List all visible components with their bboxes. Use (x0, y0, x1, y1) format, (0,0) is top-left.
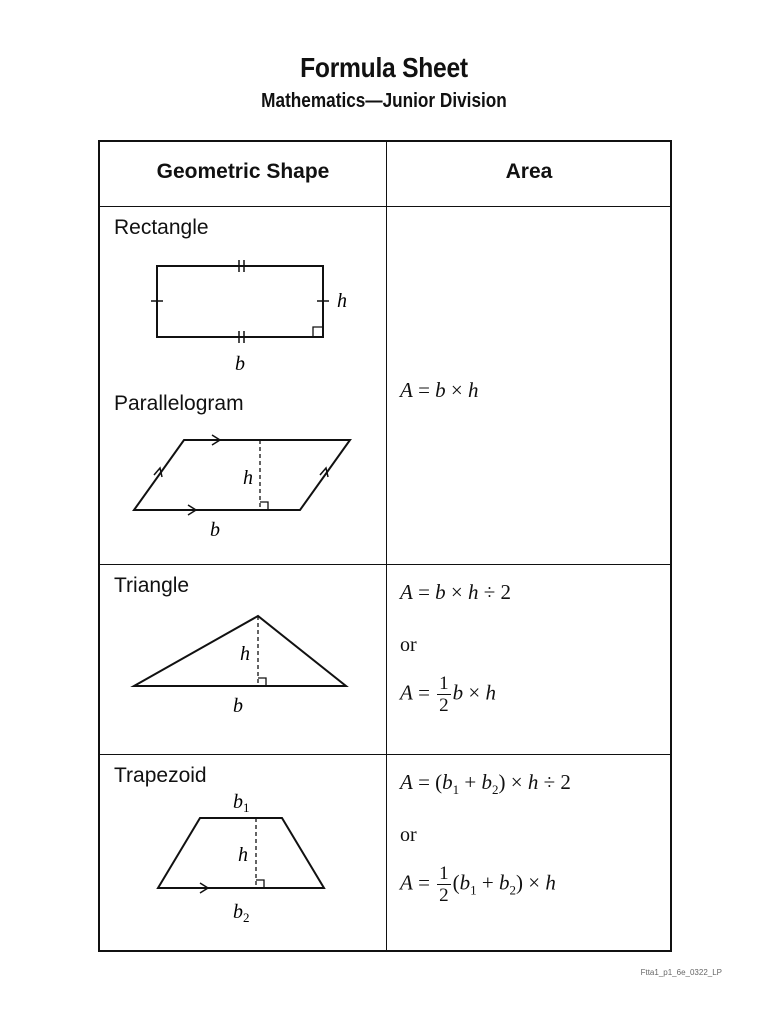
rectangle-base-label: b (235, 353, 245, 375)
parallelogram-height-label: h (243, 467, 253, 489)
formula-symbol: b (499, 870, 510, 895)
formula-symbol: h (545, 870, 556, 895)
page-title: Formula Sheet (300, 52, 468, 83)
row-divider-2 (100, 754, 670, 755)
header-geometric-shape: Geometric Shape (156, 160, 330, 183)
formula-symbol: 2 (500, 580, 512, 604)
column-divider (386, 142, 387, 950)
formula-symbol: b (442, 770, 453, 794)
formula-symbol: ) (516, 870, 524, 895)
trapezoid-b2-letter: b (233, 901, 243, 923)
fraction-numerator: 1 (439, 673, 449, 694)
formula-symbol: ÷ (543, 770, 556, 794)
triangle-height-label: h (240, 643, 250, 665)
fraction-numerator: 1 (439, 863, 449, 884)
fraction-denominator: 2 (439, 695, 449, 716)
formula-symbol: × (528, 870, 541, 895)
formula-symbol: ) (498, 770, 506, 794)
footer-code: Ftta1_p1_6e_0322_LP (640, 968, 722, 977)
formula-symbol: × (450, 580, 463, 604)
formula-symbol: = (418, 680, 430, 705)
formula-triangle-1 (400, 580, 511, 605)
formula-symbol: h (468, 378, 479, 402)
formula-symbol: A (400, 580, 413, 604)
formula-symbol: ( (452, 870, 460, 895)
shape-name-parallelogram: Parallelogram (114, 392, 244, 415)
formula-subscript: 1 (470, 882, 477, 898)
formula-subscript: 1 (452, 782, 460, 798)
parallelogram-diagram (120, 432, 360, 544)
fraction-denominator: 2 (439, 885, 449, 906)
rectangle-diagram (140, 254, 370, 378)
rectangle-height-label: h (337, 290, 347, 312)
shape-name-triangle: Triangle (114, 574, 190, 597)
row-divider-1 (100, 564, 670, 565)
formula-symbol: × (450, 378, 463, 402)
shape-name-trapezoid: Trapezoid (114, 764, 207, 787)
formula-symbol: h (468, 580, 479, 604)
triangle-base-label: b (233, 695, 243, 717)
formula-symbol: h (527, 770, 539, 794)
trapezoid-height-label: h (238, 844, 248, 866)
formula-symbol: b (481, 770, 493, 794)
formula-symbol: = (418, 770, 430, 794)
fraction-one-half (437, 864, 451, 905)
header-area: Area (505, 160, 553, 183)
triangle-diagram (120, 612, 360, 722)
formula-symbol: = (418, 378, 430, 402)
formula-symbol: 2 (560, 770, 571, 794)
formula-subscript: 2 (509, 882, 517, 898)
trapezoid-b1-subscript: 1 (243, 800, 250, 815)
formula-symbol: = (418, 870, 430, 895)
formula-symbol: b (435, 580, 446, 604)
or-text-triangle: or (400, 634, 417, 656)
formula-symbol: × (468, 680, 481, 705)
fraction-one-half (437, 674, 451, 715)
trapezoid-b2-subscript: 2 (243, 910, 250, 925)
trapezoid-b1-letter: b (233, 791, 243, 813)
trapezoid-diagram (140, 788, 360, 928)
formula-symbol: = (418, 580, 430, 604)
formula-trapezoid-1 (400, 770, 571, 798)
page-subtitle: Mathematics—Junior Division (261, 90, 507, 112)
formula-symbol: A (400, 770, 413, 794)
trapezoid-b2-label (233, 901, 250, 925)
header-divider (100, 206, 670, 207)
formula-symbol: + (464, 770, 477, 794)
formula-symbol: A (400, 870, 413, 895)
formula-trapezoid-2 (400, 864, 556, 905)
or-text-trapezoid: or (400, 824, 417, 846)
formula-symbol: A (400, 378, 413, 402)
formula-subscript: 2 (492, 782, 499, 798)
formula-symbol: ( (435, 770, 443, 794)
formula-symbol: + (481, 870, 494, 895)
formula-table (98, 140, 672, 952)
formula-symbol: ÷ (483, 580, 496, 604)
trapezoid-b1-label (233, 791, 250, 815)
formula-rect-parallelogram (400, 378, 479, 403)
formula-symbol: A (400, 680, 413, 705)
formula-symbol: b (452, 680, 464, 705)
parallelogram-base-label: b (210, 519, 220, 541)
formula-triangle-2 (400, 674, 496, 715)
formula-symbol: b (459, 870, 471, 895)
formula-symbol: b (435, 378, 446, 402)
shape-name-rectangle: Rectangle (114, 216, 209, 239)
formula-symbol: h (485, 680, 497, 705)
formula-symbol: × (510, 770, 523, 794)
